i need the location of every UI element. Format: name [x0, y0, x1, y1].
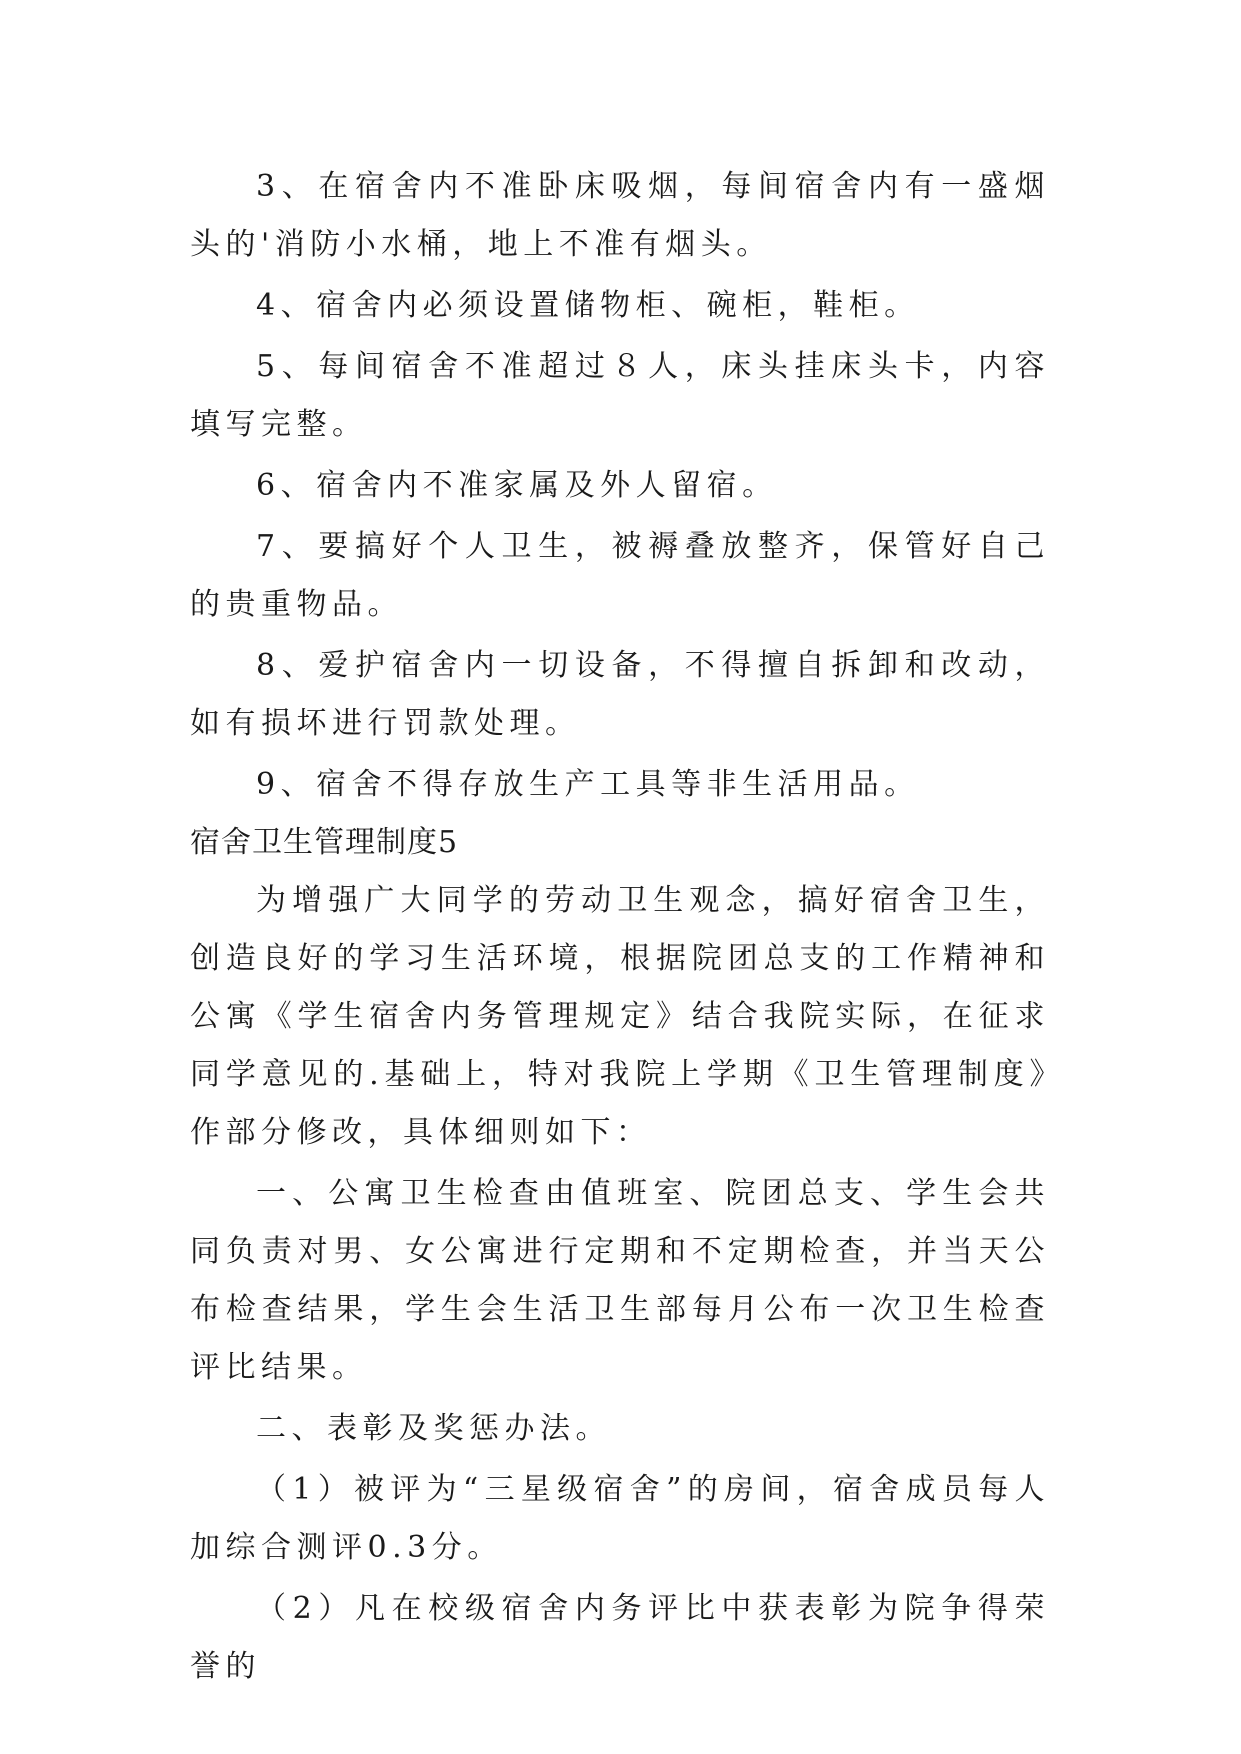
paragraph-rule-8: 8、爱护宿舍内一切设备，不得擅自拆卸和改动，如有损坏进行罚款处理。 — [190, 648, 1050, 741]
paragraph-rule-5: 5、每间宿舍不准超过８人，床头挂床头卡，内容填写完整。 — [190, 349, 1050, 442]
paragraph-rule-3: 3、在宿舍内不准卧床吸烟，每间宿舍内有一盛烟头的'消防小水桶，地上不准有烟头。 — [190, 169, 1050, 262]
paragraph-item-2-1: （1）被评为“三星级宿舍”的房间，宿舍成员每人加综合测评0.3分。 — [190, 1472, 1050, 1565]
paragraph-item-2-2: （2）凡在校级宿舍内务评比中获表彰为院争得荣誉的 — [190, 1591, 1050, 1684]
paragraph-rule-7: 7、要搞好个人卫生，被褥叠放整齐，保管好自己的贵重物品。 — [190, 529, 1050, 622]
paragraph-item-2: 二、表彰及奖惩办法。 — [256, 1411, 611, 1446]
section-heading: 宿舍卫生管理制度5 — [190, 825, 459, 860]
document-body — [190, 158, 1050, 1696]
paragraph-rule-4: 4、宿舍内必须设置储物柜、碗柜，鞋柜。 — [256, 288, 920, 323]
paragraph-rule-9: 9、宿舍不得存放生产工具等非生活用品。 — [256, 767, 920, 802]
paragraph-rule-6: 6、宿舍内不准家属及外人留宿。 — [256, 468, 778, 503]
paragraph-item-1: 一、公寓卫生检查由值班室、院团总支、学生会共同负责对男、女公寓进行定期和不定期检查，并当天公布检查结果，学生会生活卫生部每月公布一次卫生检查评比结果。 — [190, 1176, 1050, 1385]
paragraph-intro: 为增强广大同学的劳动卫生观念，搞好宿舍卫生，创造良好的学习生活环境，根据院团总支的工作精神和公寓《学生宿舍内务管理规定》结合我院实际，在征求同学意见的.基础上，特对我院上学期《卫生管理制度》作部分修改，具体细则如下： — [190, 883, 1050, 1150]
